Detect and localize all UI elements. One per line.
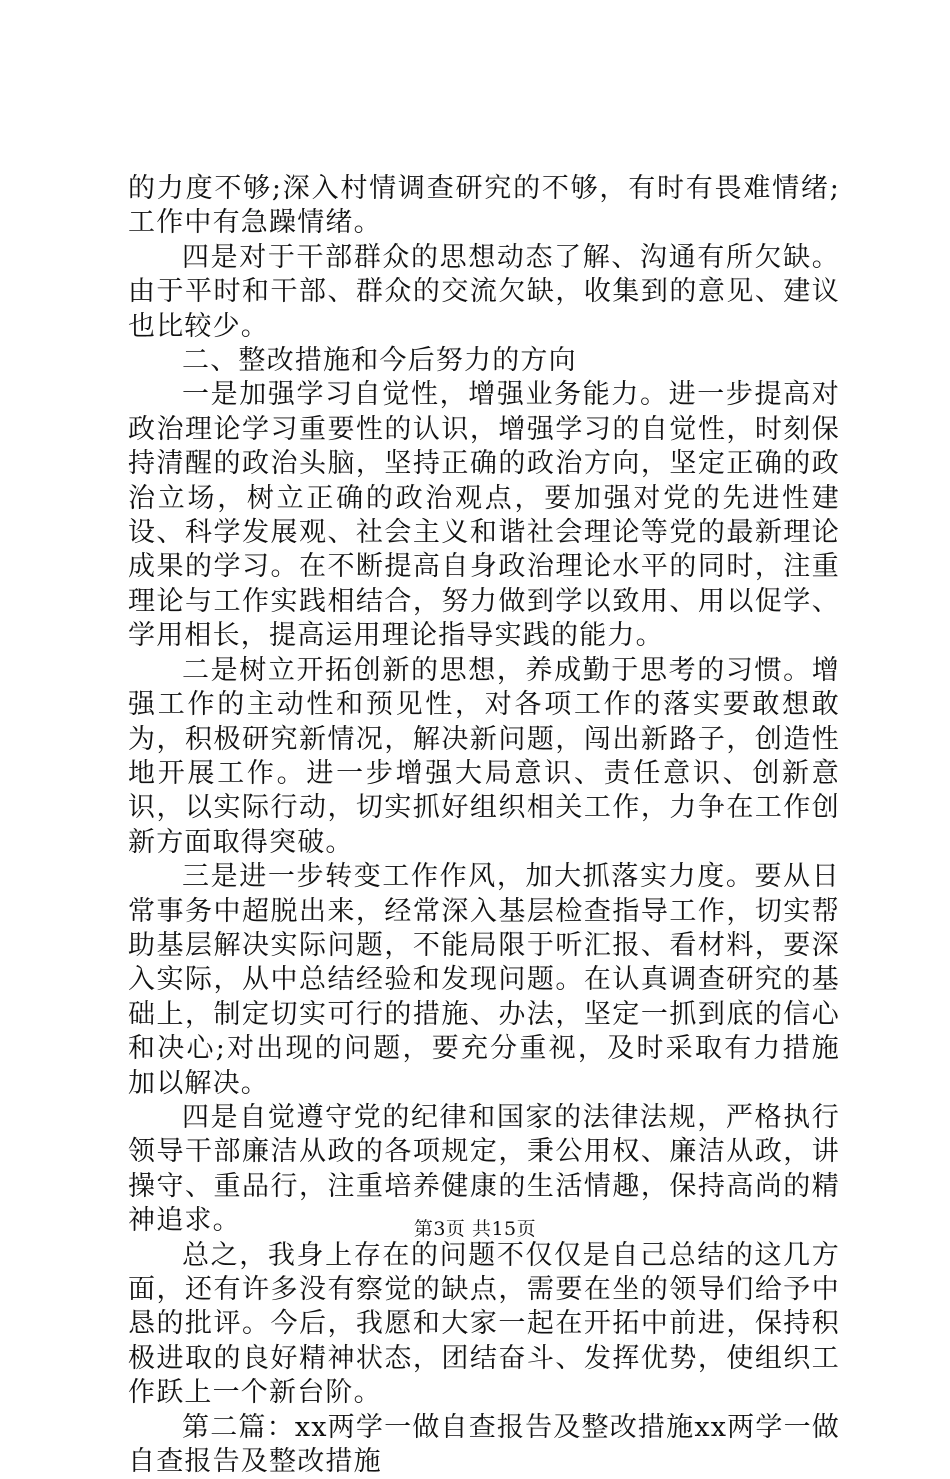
paragraph-point-four-issue: 四是对于干部群众的思想动态了解、沟通有所欠缺。由于平时和干部、群众的交流欠缺，收集到的意见、建议也比较少。 [128,241,840,342]
next-article-title: 第二篇：xx两学一做自查报告及整改措施xx两学一做自查报告及整改措施 [128,1411,840,1478]
paragraph-measure-one: 一是加强学习自觉性，增强业务能力。进一步提高对政治理论学习重要性的认识，增强学习的自觉性，时刻保持清醒的政治头脑，坚持正确的政治方向，坚定正确的政治立场，树立正确的政治观点，要加强对党的先进性建设、科学发展观、社会主义和谐社会理论等党的最新理论成果的学习。在不断提高自身政治理论水平的同时，注重理论与工作实践相结合，努力做到学以致用、用以促学、学用相长，提高运用理论指导实践的能力。 [128,379,840,652]
paragraph-continuation: 的力度不够;深入村情调查研究的不够，有时有畏难情绪;工作中有急躁情绪。 [128,173,840,239]
paragraph-measure-four: 四是自觉遵守党的纪律和国家的法律法规，严格执行领导干部廉洁从政的各项规定，秉公用权、廉洁从政，讲操守、重品行，注重培养健康的生活情趣，保持高尚的精神追求。 [128,1101,840,1237]
section-heading: 二、整改措施和今后努力的方向 [182,345,577,377]
paragraph-measure-three: 三是进一步转变工作作风，加大抓落实力度。要从日常事务中超脱出来，经常深入基层检查指导工作，切实帮助基层解决实际问题，不能局限于听汇报、看材料，要深入实际，从中总结经验和发现问题。在认真调查研究的基础上，制定切实可行的措施、办法，坚定一抓到底的信心和决心;对出现的问题，要充分重视，及时采取有力措施加以解决。 [128,861,840,1099]
document-body [128,172,840,1479]
paragraph-conclusion: 总之，我身上存在的问题不仅仅是自己总结的这几方面，还有许多没有察觉的缺点，需要在坐的领导们给予中恳的批评。今后，我愿和大家一起在开拓中前进，保持积极进取的良好精神状态，团结奋斗、发挥优势，使组织工作跃上一个新台阶。 [128,1239,840,1409]
paragraph-measure-two: 二是树立开拓创新的思想，养成勤于思考的习惯。增强工作的主动性和预见性，对各项工作的落实要敢想敢为，积极研究新情况，解决新问题，闯出新路子，创造性地开展工作。进一步增强大局意识、责任意识、创新意识，以实际行动，切实抓好组织相关工作，力争在工作创新方面取得突破。 [128,654,840,858]
page-number-footer: 第3页 共15页 [413,1218,537,1240]
